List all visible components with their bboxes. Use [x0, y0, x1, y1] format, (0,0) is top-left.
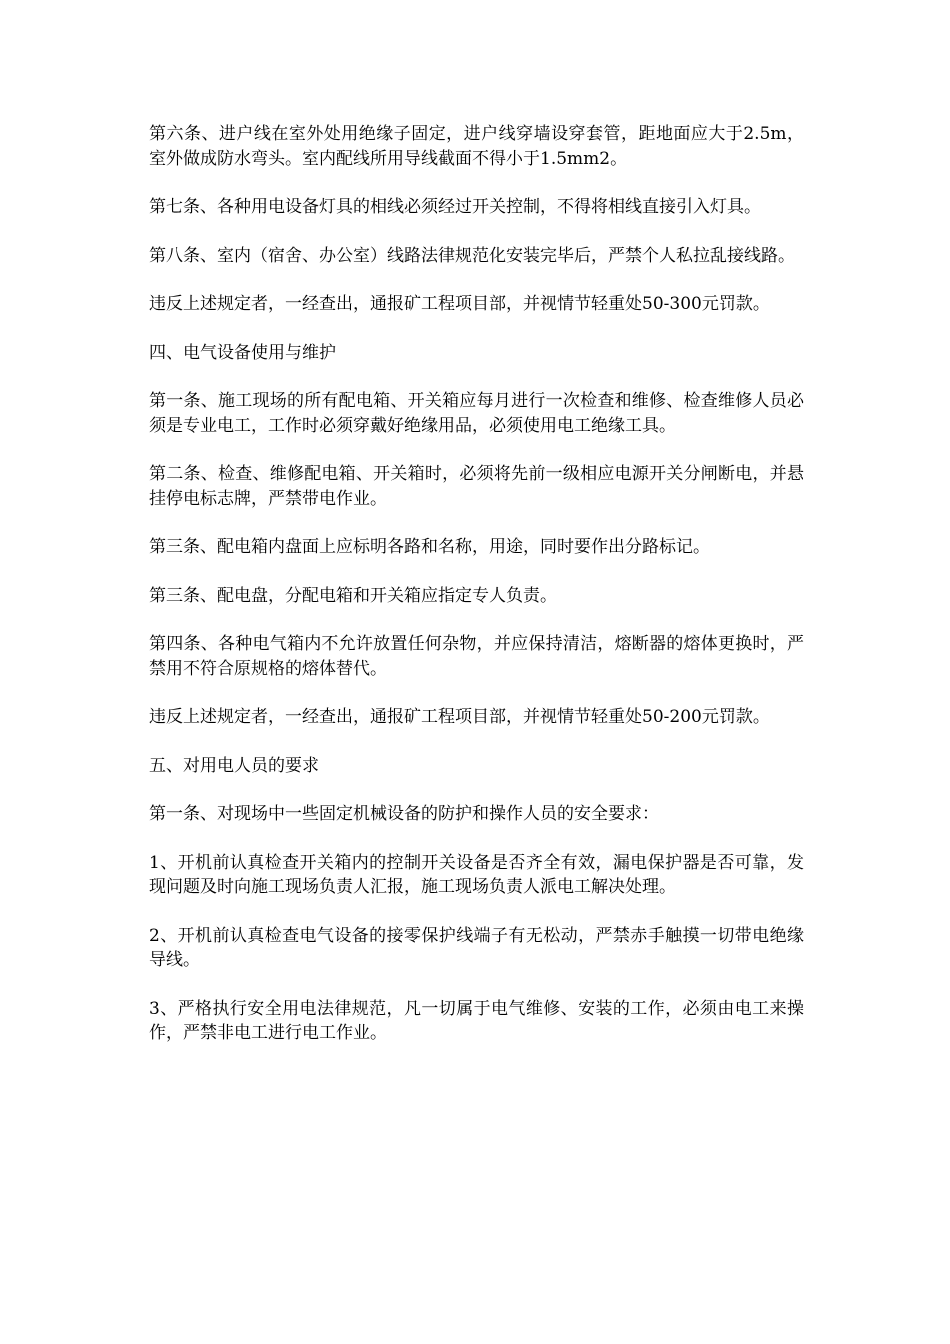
section-heading-5: 五、对用电人员的要求 — [149, 755, 319, 776]
list-item-3: 3、严格执行安全用电法律规范，凡一切属于电气维修、安装的工作，必须由电工来操作，严禁非电工进行电工作业。 — [149, 998, 804, 1043]
paragraph-penalty-200: 违反上述规定者，一经查出，通报矿工程项目部，并视情节轻重处50-200元罚款。 — [149, 707, 770, 727]
paragraph-s4-article-3a: 第三条、配电箱内盘面上应标明各路和名称，用途，同时要作出分路标记。 — [149, 537, 710, 557]
list-item-2: 2、开机前认真检查电气设备的接零保护线端子有无松动，严禁赤手触摸一切带电绝缘导线。 — [149, 925, 804, 970]
document-page — [149, 122, 804, 1070]
paragraph-s4-article-1: 第一条、施工现场的所有配电箱、开关箱应每月进行一次检查和维修、检查维修人员必须是专业电工，工作时必须穿戴好绝缘用品，必须使用电工绝缘工具。 — [149, 391, 804, 436]
paragraph-s5-article-1: 第一条、对现场中一些固定机械设备的防护和操作人员的安全要求： — [149, 804, 659, 824]
paragraph-article-8: 第八条、室内（宿舍、办公室）线路法律规范化安装完毕后，严禁个人私拉乱接线路。 — [149, 245, 795, 266]
paragraph-s4-article-4: 第四条、各种电气箱内不允许放置任何杂物，并应保持清洁，熔断器的熔体更换时，严禁用不符合原规格的熔体替代。 — [149, 634, 804, 679]
section-heading-4: 四、电气设备使用与维护 — [149, 342, 336, 363]
list-item-1: 1、开机前认真检查开关箱内的控制开关设备是否齐全有效，漏电保护器是否可靠，发现问题及时向施工现场负责人汇报，施工现场负责人派电工解决处理。 — [149, 852, 804, 897]
paragraph-s4-article-2: 第二条、检查、维修配电箱、开关箱时，必须将先前一级相应电源开关分闸断电，并悬挂停电标志牌，严禁带电作业。 — [149, 464, 804, 509]
paragraph-s4-article-3b: 第三条、配电盘，分配电箱和开关箱应指定专人负责。 — [149, 585, 557, 606]
paragraph-article-6: 第六条、进户线在室外处用绝缘子固定，进户线穿墙设穿套管，距地面应大于2.5m，室外做成防水弯头。室内配线所用导线截面不得小于1.5mm2。 — [149, 124, 804, 169]
paragraph-article-7: 第七条、各种用电设备灯具的相线必须经过开关控制，不得将相线直接引入灯具。 — [149, 197, 761, 217]
paragraph-penalty-300: 违反上述规定者，一经查出，通报矿工程项目部，并视情节轻重处50-300元罚款。 — [149, 294, 770, 314]
